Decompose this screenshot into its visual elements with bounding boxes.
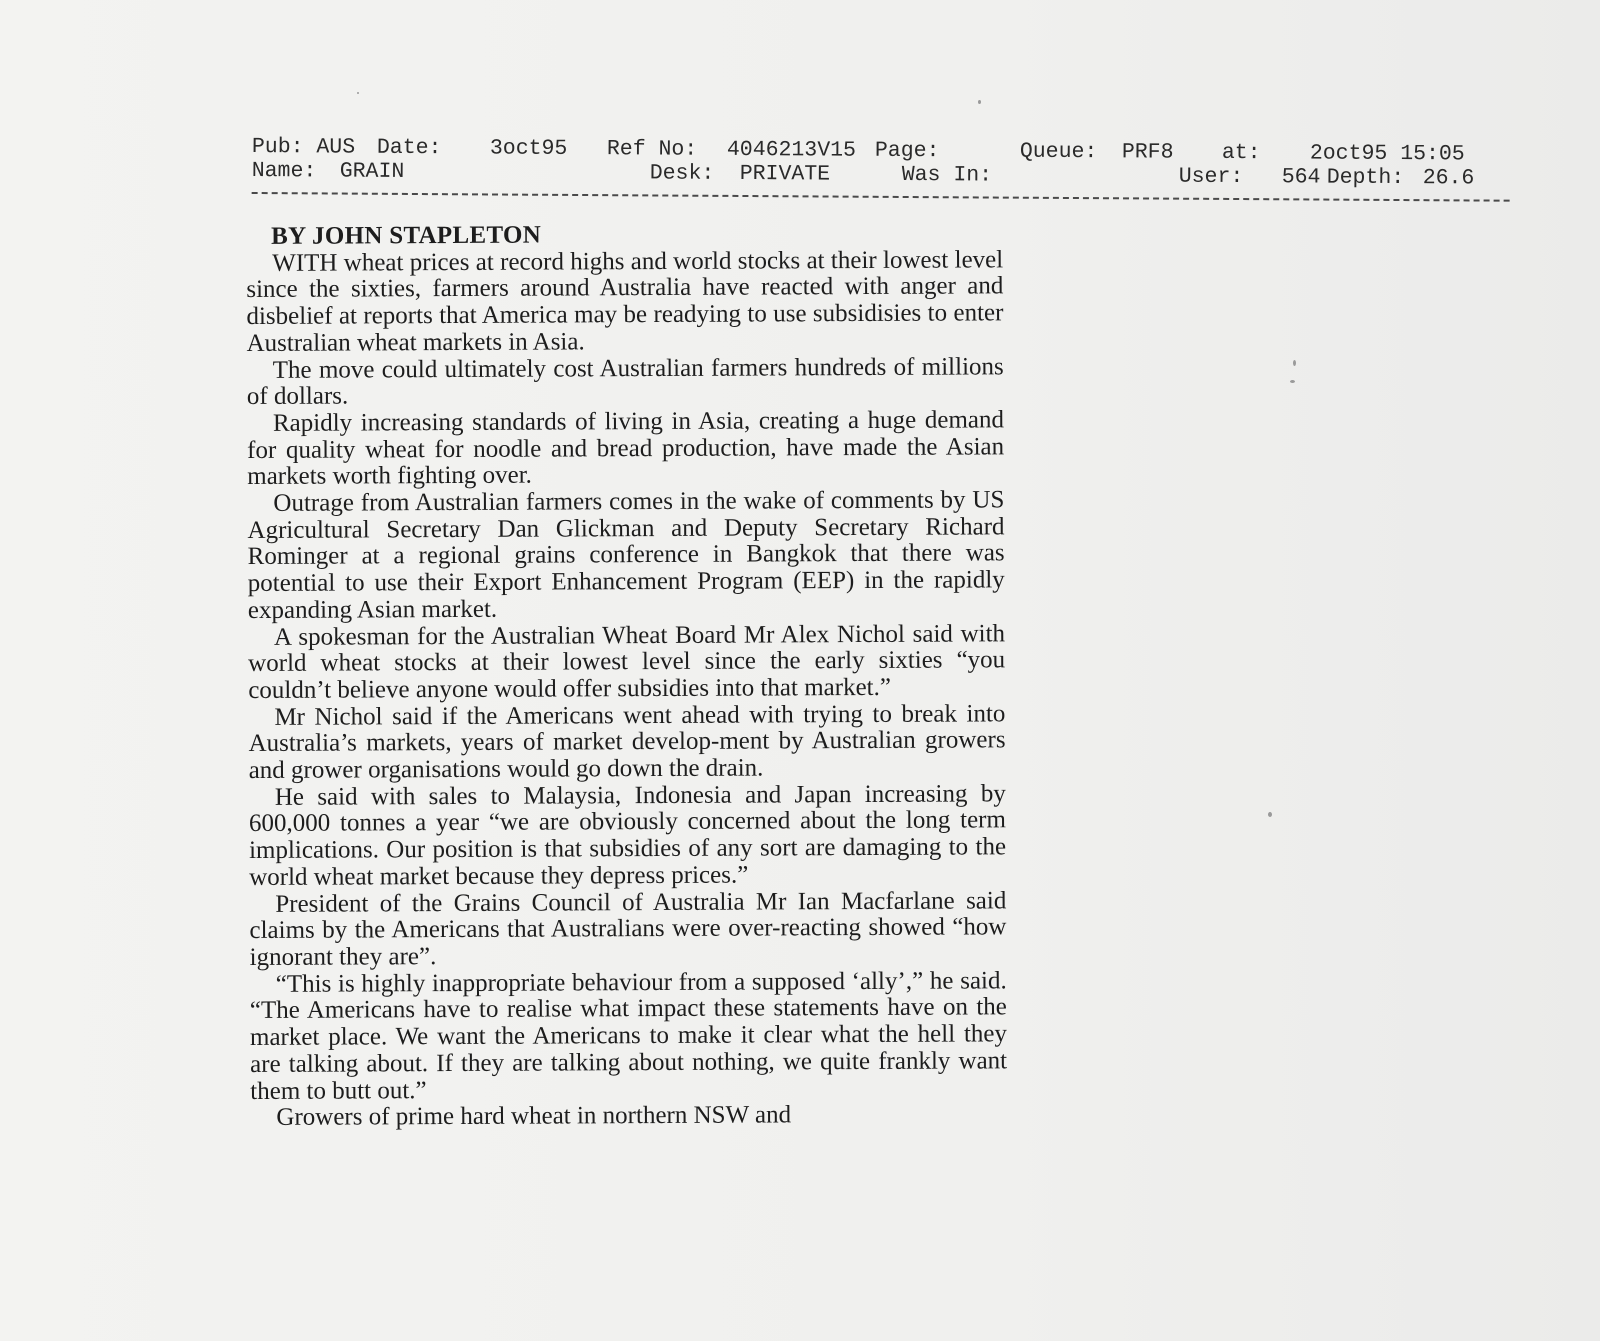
byline: BY JOHN STAPLETON: [270, 221, 542, 250]
paragraph: The move could ultimately cost Australian farmers hundreds of millions of dollars.: [246, 352, 1004, 411]
user-label: User:: [1178, 164, 1244, 190]
page-label: Page:: [874, 138, 940, 164]
at-value: 2oct95 15:05: [1309, 141, 1465, 167]
queue-label: Queue:: [1019, 139, 1098, 165]
document-header: [251, 135, 1512, 191]
user-value: 564: [1281, 165, 1321, 190]
date-value: 3oct95: [489, 136, 568, 161]
paragraph: Growers of prime hard wheat in northern NSW and: [276, 1101, 792, 1132]
at-label: at:: [1221, 140, 1261, 166]
scan-speck: [1293, 360, 1296, 366]
name-label: Name:: [251, 158, 317, 184]
paragraph: He said with sales to Malaysia, Indonesia and Japan increasing by 600,000 tonnes a year “we are obviously concerned about the long term implications. Our position is that subsidies of any sort are damaging to the world wheat market because they depress prices.”: [248, 780, 1007, 891]
paragraph: Mr Nichol said if the Americans went ahead with trying to break into Australia’s markets, years of market develop-ment by Australian growers and grower organisations would go down the drain.: [248, 699, 1006, 785]
ref-label: Ref No:: [606, 137, 698, 162]
pub-field: Pub: AUS: [251, 135, 356, 160]
desk-label: Desk:: [649, 161, 715, 186]
paragraph: Outrage from Australian farmers comes in the wake of comments by US Agricultural Secretary Dan Glickman and Deputy Secretary Richard Rominger at a regional grains conference in Bangkok that there was potential to use their Export Enhancement Program (EEP) in the rapidly expanding Asian market.: [247, 486, 1005, 624]
desk-value: PRIVATE: [739, 161, 831, 187]
depth-value: 26.6: [1422, 166, 1475, 191]
was-in-label: Was In:: [901, 162, 993, 188]
scan-speck: [1290, 380, 1295, 383]
paragraph: Rapidly increasing standards of living in Asia, creating a huge demand for quality wheat for noodle and bread production, have made the Asian markets worth fighting over.: [247, 406, 1005, 491]
paragraph: President of the Grains Council of Australia Mr Ian Macfarlane said claims by the Americans that Australians were over-reacting showed “how ignorant they are”.: [249, 886, 1007, 971]
header-divider: [252, 192, 1510, 202]
paragraph: “This is highly inappropriate behaviour from a supposed ‘ally’,” he said. “The Americans have to realise what impact these statements have on the market place. We want the Americans to make it clear what the hell they are talking about. If they are talking about nothing, we quite frankly want them to butt out.”: [249, 966, 1008, 1105]
scan-speck: [978, 100, 981, 104]
article-column: [246, 220, 1007, 1132]
date-label: Date:: [376, 135, 442, 161]
paragraph: WITH wheat prices at record highs and world stocks at their lowest level since the sixties, farmers around Australia have reacted with anger and disbelief at reports that America may be readying to use subsidisies to enter Australian wheat markets in Asia.: [246, 246, 1004, 357]
queue-value: PRF8: [1121, 140, 1174, 165]
ref-value: 4046213V15: [726, 137, 857, 163]
paragraph: A spokesman for the Australian Wheat Board Mr Alex Nichol said with world wheat stocks at their lowest level since the early sixties “you couldn’t believe anyone would offer subsidies into that market.”: [248, 619, 1006, 704]
name-value: GRAIN: [339, 159, 405, 184]
depth-label: Depth:: [1326, 165, 1405, 191]
scan-speck: [1268, 812, 1272, 817]
scan-speck: [357, 92, 359, 94]
